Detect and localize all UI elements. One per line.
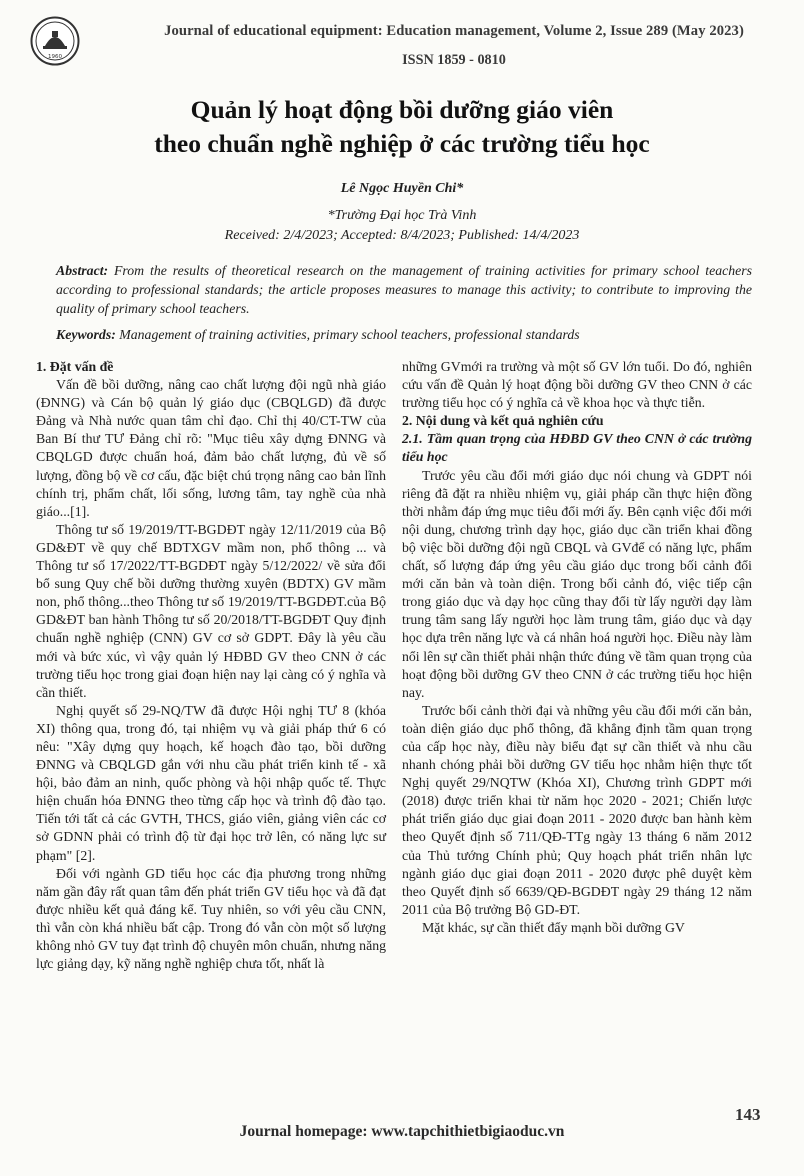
keywords-label: Keywords:: [56, 327, 116, 342]
journal-logo-icon: [30, 16, 80, 66]
keywords-text: Management of training activities, primary school teachers, professional standards: [119, 327, 580, 342]
paragraph: Đối với ngành GD tiểu học các địa phương trong những năm gần đây rất quan tâm đến phát triển GV tiểu học và đã đạt được nhiều kết quả đáng kể. Tuy nhiên, so với yêu cầu CNN, thì vẫn còn khá nhiều bất cập. Trong đó vẫn còn một số lượng không nhỏ GV tuy đạt trình độ chuyên môn chuẩn, nhưng năng lực giảng dạy, kỹ năng nghề nghiệp chưa tốt, nhất là: [36, 865, 386, 972]
section-heading-1: 1. Đặt vấn đề: [36, 359, 114, 374]
paragraph: Thông tư số 19/2019/TT-BGDĐT ngày 12/11/2019 của Bộ GD&ĐT về quy chế BDTXGV mầm non, phổ thông ... và Thông tư số 17/2022/TT-BGDĐT ngày 5/12/2022/ về sửa đổi bổ sung Quy chế bồi dưỡng thường xuyên (BDTX) GV mầm non, phổ thông...theo Thông tư số 19/2019/TT-BGDĐT.của Bộ GD&ĐT ban hành Thông tư số 20/2018/TT-BGDĐT Quy định chuẩn nghề nghiệp (CNN) GV cơ sở GDPT. Đây là yêu cầu mới và bức xúc, vì vậy quản lý HĐBD GV theo CNN ở các trường tiểu học trong giai đoạn hiện nay lại càng có ý nghĩa và cần thiết.: [36, 521, 386, 700]
right-column: [402, 358, 752, 937]
page-number: 143: [735, 1105, 761, 1124]
section-heading-2: 2. Nội dung và kết quả nghiên cứu: [402, 413, 604, 429]
journal-homepage[interactable]: Journal homepage: www.tapchithietbigiaoduc.vn: [239, 1123, 565, 1140]
author-affiliation: *Trường Đại học Trà Vinh: [327, 208, 477, 223]
paragraph: Nghị quyết số 29-NQ/TW đã được Hội nghị TƯ 8 (khóa XI) thông qua, trong đó, tại nhiệm vụ và giải pháp thứ 6 có nêu: "Xây dựng quy hoạch, kế hoạch đào tạo, bồi dưỡng ĐNNG và CBQLGD gắn với nhu cầu phát triển kinh tế - xã hội, bảo đảm an ninh, quốc phòng và hội nhập quốc tế. Thực hiện chuẩn hóa ĐNNG theo từng cấp học và trình độ đào tạo. Tiến tới tất cả các GVTH, THCS, giáo viên, giảng viên các cơ sở GDNN phải có trình độ từ đại học trở lên, có năng lực sư phạm" [2].: [36, 702, 386, 863]
paragraph: Trước bối cảnh thời đại và những yêu cầu đổi mới căn bản, toàn diện giáo dục phổ thông, đã khẳng định tầm quan trọng của cấp học này, điều này biểu đạt sự cần thiết và nhu cầu nhanh chóng phải bồi dưỡng GV tiểu học nhằm hiện thực tốt Nghị quyết 29/NQTW (Khóa XI), Chương trình GDPT mới (2018) được triển khai từ năm học 2020 - 2021; Chiến lược phát triển giáo dục giai đoạn 2011 - 2020 được ban hành kèm theo Quyết định số 711/QĐ-TTg ngày 13 tháng 6 năm 2012 của Thủ tướng Chính phủ; Quy hoạch phát triển nhân lực ngành giáo dục giai đoạn 2011 - 2020 được phê duyệt kèm theo Quyết định số 6639/QĐ-BGDĐT ngày 29 tháng 12 năm 2011 của Bộ trưởng Bộ GD-ĐT.: [402, 702, 752, 917]
title-line-1: Quản lý hoạt động bồi dưỡng giáo viên: [190, 95, 614, 124]
abstract-text: From the results of theoretical research on the management of training activities for primary school teachers according to professional standards; the article proposes measures to manage this activity; to contribute to improving the quality of primary school teachers.: [56, 263, 753, 316]
publication-dates: Received: 2/4/2023; Accepted: 8/4/2023; Published: 14/4/2023: [224, 228, 580, 243]
subsection-heading-2-1: 2.1. Tầm quan trọng của HĐBD GV theo CNN ở các trường tiểu học: [402, 431, 752, 465]
title-line-2: theo chuẩn nghề nghiệp ở các trường tiểu học: [154, 129, 650, 158]
abstract-label: Abstract:: [56, 263, 109, 278]
paragraph: Mặt khác, sự cần thiết đẩy mạnh bồi dưỡng GV: [422, 919, 685, 935]
paragraph: Vấn đề bồi dưỡng, nâng cao chất lượng đội ngũ nhà giáo (ĐNNG) và Cán bộ quản lý giáo dục (CBQLGD) đã được Đảng và Nhà nước quan tâm chỉ đạo. Chỉ thị 40/CT-TW của Ban Bí thư TƯ Đảng chỉ rõ: "Mục tiêu xây dựng ĐNNG và CBQLGD được chuẩn hoá, đảm bảo chất lượng, đủ về số lượng, đồng bộ về cơ cấu, đặc biệt chú trọng nâng cao bản lĩnh chính trị, phẩm chất, lối sống, lương tâm, tay nghề của nhà giáo...[1].: [36, 377, 386, 519]
issn-number: ISSN 1859 - 0810: [402, 52, 506, 68]
abstract: [56, 261, 752, 318]
journal-citation-line: Journal of educational equipment: Education management, Volume 2, Issue 289 (May 2023): [164, 23, 744, 39]
page-header: [30, 14, 790, 74]
paragraph-continuation: những GVmới ra trường và một số GV lớn tuổi. Do đó, nghiên cứu vấn đề Quản lý hoạt động bồi dưỡng GV theo CNN ở các trường tiểu học có ý nghĩa cả về khoa học và thực tiễn.: [402, 359, 752, 411]
paragraph: Trước yêu cầu đổi mới giáo dục nói chung và GDPT nói riêng đã đặt ra nhiều nhiệm vụ, giải pháp cần thực hiện đồng thời nhằm đáp ứng mục tiêu đổi mới ấy. Bên cạnh việc đổi mới nội dung, chương trình dạy học, giáo dục cần triển khai đồng bộ việc bồi dưỡng đội ngũ CBQL và GVđể có năng lực, phẩm chất, số lượng đáp ứng yêu cầu giáo dục trong bối cảnh đổi mới căn bản và toàn diện. Trong bối cảnh đó, việc tiếp cận trong giáo dục và dạy học cũng thay đổi từ lấy người dạy làm trung tâm sang lấy người học làm trung tâm, giáo dục và dạy học dựa trên năng lực và cá nhân hoá người học. Điều này làm nổi lên sự cần thiết phải nhận thức đúng về tầm quan trọng của hoạt động bồi dưỡng GV theo CNN ở các trường tiểu học hiện nay.: [402, 467, 752, 700]
svg-text:1960: 1960: [48, 54, 62, 60]
article-title: [40, 93, 764, 161]
author-name: Lê Ngọc Huyền Chi*: [340, 181, 464, 196]
left-column: [36, 358, 386, 973]
keywords: [56, 327, 756, 343]
